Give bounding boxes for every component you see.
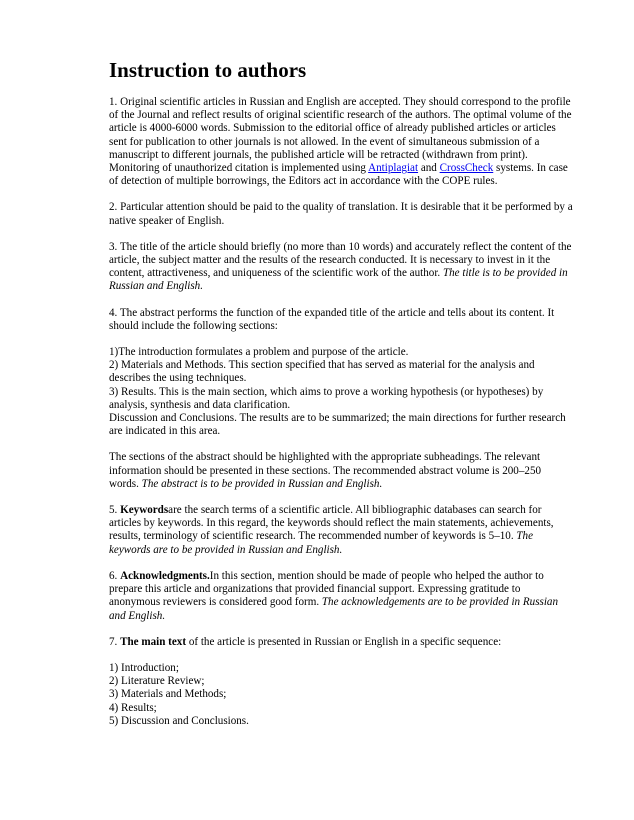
paragraph-5-number: 5. bbox=[109, 504, 121, 517]
paragraph-5-note: The keywords are to be provided in Russian and English. bbox=[109, 530, 534, 556]
paragraph-1-and: and bbox=[418, 162, 440, 175]
paragraph-7-main-text bbox=[109, 636, 573, 649]
paragraph-7-text: of the article is presented in Russian or English in a specific sequence: bbox=[186, 635, 502, 648]
paragraph-1-text: 1. Original scientific articles in Russian and English are accepted. They should correspond to the profile of the Journal and reflect results of original scientific research of the authors. The optimal volume of the article is 4000-6000 words. Submission to the editorial office of already published articles or articles sent for publication to other journals is not allowed. In the event of simultaneous submission of a manuscript to different journals, the published article will be retracted (withdrawn from print). Monitoring of unauthorized citation is implemented using bbox=[109, 96, 572, 175]
paragraph-abstract-sections bbox=[109, 451, 573, 491]
antiplagiat-link[interactable]: Antiplagiat bbox=[368, 162, 419, 175]
paragraph-6-acknowledgments bbox=[109, 570, 573, 623]
main-sequence-item: 1) Introduction; bbox=[109, 661, 179, 674]
paragraph-1-text-end: systems. In case of detection of multiple borrowings, the Editors act in accordance with the COPE rules. bbox=[109, 162, 568, 188]
crosscheck-link[interactable]: CrossCheck bbox=[439, 162, 494, 175]
page-title: Instruction to authors bbox=[109, 58, 307, 82]
main-sequence-item: 5) Discussion and Conclusions. bbox=[109, 714, 249, 727]
abstract-sections-text: The sections of the abstract should be highlighted with the appropriate subheadings. The relevant information should be presented in these sections. The recommended abstract volume is 200–250 words. bbox=[109, 451, 542, 490]
paragraph-3-note: The title is to be provided in Russian and English. bbox=[109, 267, 568, 293]
paragraph-5-keywords bbox=[109, 504, 573, 557]
main-sequence-item: 2) Literature Review; bbox=[109, 675, 205, 688]
abstract-section-item: 1)The introduction formulates a problem and purpose of the article. bbox=[109, 346, 409, 359]
paragraph-2-translation: 2. Particular attention should be paid to the quality of translation. It is desirable that it be performed by a native speaker of English. bbox=[109, 201, 573, 227]
abstract-sections-note: The abstract is to be provided in Russian and English. bbox=[141, 477, 383, 490]
paragraph-5-text: are the search terms of a scientific article. All bibliographic databases can search for articles by keywords. In this regard, the keywords should reflect the main statements, achievements, results, terminology of scientific research. The recommended number of keywords is 5–10. bbox=[109, 504, 554, 543]
paragraph-4-abstract: 4. The abstract performs the function of the expanded title of the article and tells about its content. It should include the following sections: bbox=[109, 306, 555, 332]
abstract-sections-list bbox=[109, 346, 573, 438]
keywords-heading: Keywords bbox=[120, 504, 169, 517]
main-sequence-item: 4) Results; bbox=[109, 701, 157, 714]
paragraph-7-number: 7. bbox=[109, 635, 121, 648]
document-body bbox=[109, 58, 573, 728]
paragraph-3-title bbox=[109, 241, 573, 294]
abstract-section-item: Discussion and Conclusions. The results are to be summarized; the main directions for further research are indicated in this area. bbox=[109, 412, 566, 438]
paragraph-3-text: 3. The title of the article should briefly (no more than 10 words) and accurately reflect the content of the article, the subject matter and the results of the research conducted. It is necessary to invest in it the content, attractiveness, and uniqueness of the scientific work of the author. bbox=[109, 240, 572, 280]
acknowledgments-heading: Acknowledgments. bbox=[120, 569, 210, 582]
abstract-section-item: 2) Materials and Methods. This section specified that has served as material for the analysis and describes the using techniques. bbox=[109, 359, 535, 385]
paragraph-6-number: 6. bbox=[109, 569, 121, 582]
main-sequence-item: 3) Materials and Methods; bbox=[109, 688, 227, 701]
paragraph-1-original-articles bbox=[109, 96, 573, 188]
main-sequence-list bbox=[109, 662, 573, 728]
abstract-section-item: 3) Results. This is the main section, which aims to prove a working hypothesis (or hypotheses) by analysis, synthesis and data clarification. bbox=[109, 385, 544, 411]
paragraph-6-note: The acknowledgements are to be provided in Russian and English. bbox=[109, 596, 559, 622]
main-text-heading: The main text bbox=[120, 635, 187, 648]
paragraph-6-text: In this section, mention should be made of people who helped the author to prepare this article and organizations that provided financial support. Expressing gratitude to anonymous reviewers is considered good form. bbox=[109, 569, 544, 609]
